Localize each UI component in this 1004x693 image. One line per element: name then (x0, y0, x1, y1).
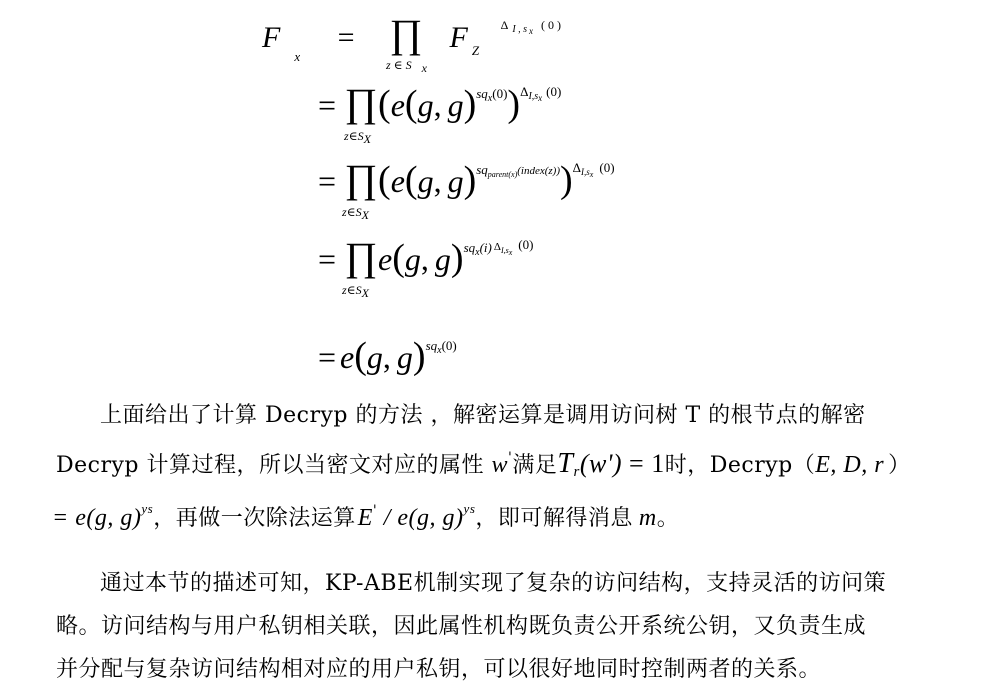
eq1-equals: = (337, 21, 355, 54)
equation-line-1: $F_x$ = ∏ z ∈ S x F $_Z$ $^{\Delta _{I , s} _x ( 0 )}$ (262, 11, 562, 75)
equation-line-2: = ∏ z∈SX (e(g, g)$^{sq_x(0)}$)$^{\Delta_{I,sx} (0)}$ (318, 80, 562, 146)
equation-line-5: = e(g, g)$^{sq_x(0)}$ (318, 335, 457, 377)
para1-line-2: Decryp 计算过程，所以当密文对应的属性 w'满足Tr(w') = 1时，Decryp（E, D, r ） (56, 448, 911, 480)
paragraph-summary (56, 562, 986, 691)
para2-line-1: 通过本节的描述可知，KP-ABE机制实现了复杂的访问结构，支持灵活的访问策 (100, 571, 887, 596)
equation-line-4: = ∏ z∈SX e(g, g)$^{sq_x(i) \Delta I,s_x(0)}$ (318, 234, 534, 300)
eq1-term: F (449, 21, 468, 54)
product-symbol: ∏ (389, 11, 423, 56)
paragraph-decryption (52, 396, 986, 541)
eq1-lhs: F (262, 21, 281, 54)
equation-line-3: = ∏ z∈SX (e(g, g)$^{sq_{parent(x)}(index(z))}$)$^{\Delta_{I,sx} (0)}$ (318, 156, 615, 222)
para2-line-3: 并分配与复杂访问结构相对应的用户私钥，可以很好地同时控制两者的关系。 (56, 657, 822, 682)
para1-line-3: = e(g, g)$^{ys}$，再做一次除法运算E' / e(g, g)$^{ys}$，即可解得消息 m。 (52, 501, 680, 531)
para1-line-1: 上面给出了计算 Decryp 的方法 ，解密运算是调用访问树 T 的根节点的解密 (100, 403, 866, 428)
para2-line-2: 略。访问结构与用户私钥相关联，因此属性机构既负责公开系统公钥，又负责生成 (56, 614, 867, 639)
